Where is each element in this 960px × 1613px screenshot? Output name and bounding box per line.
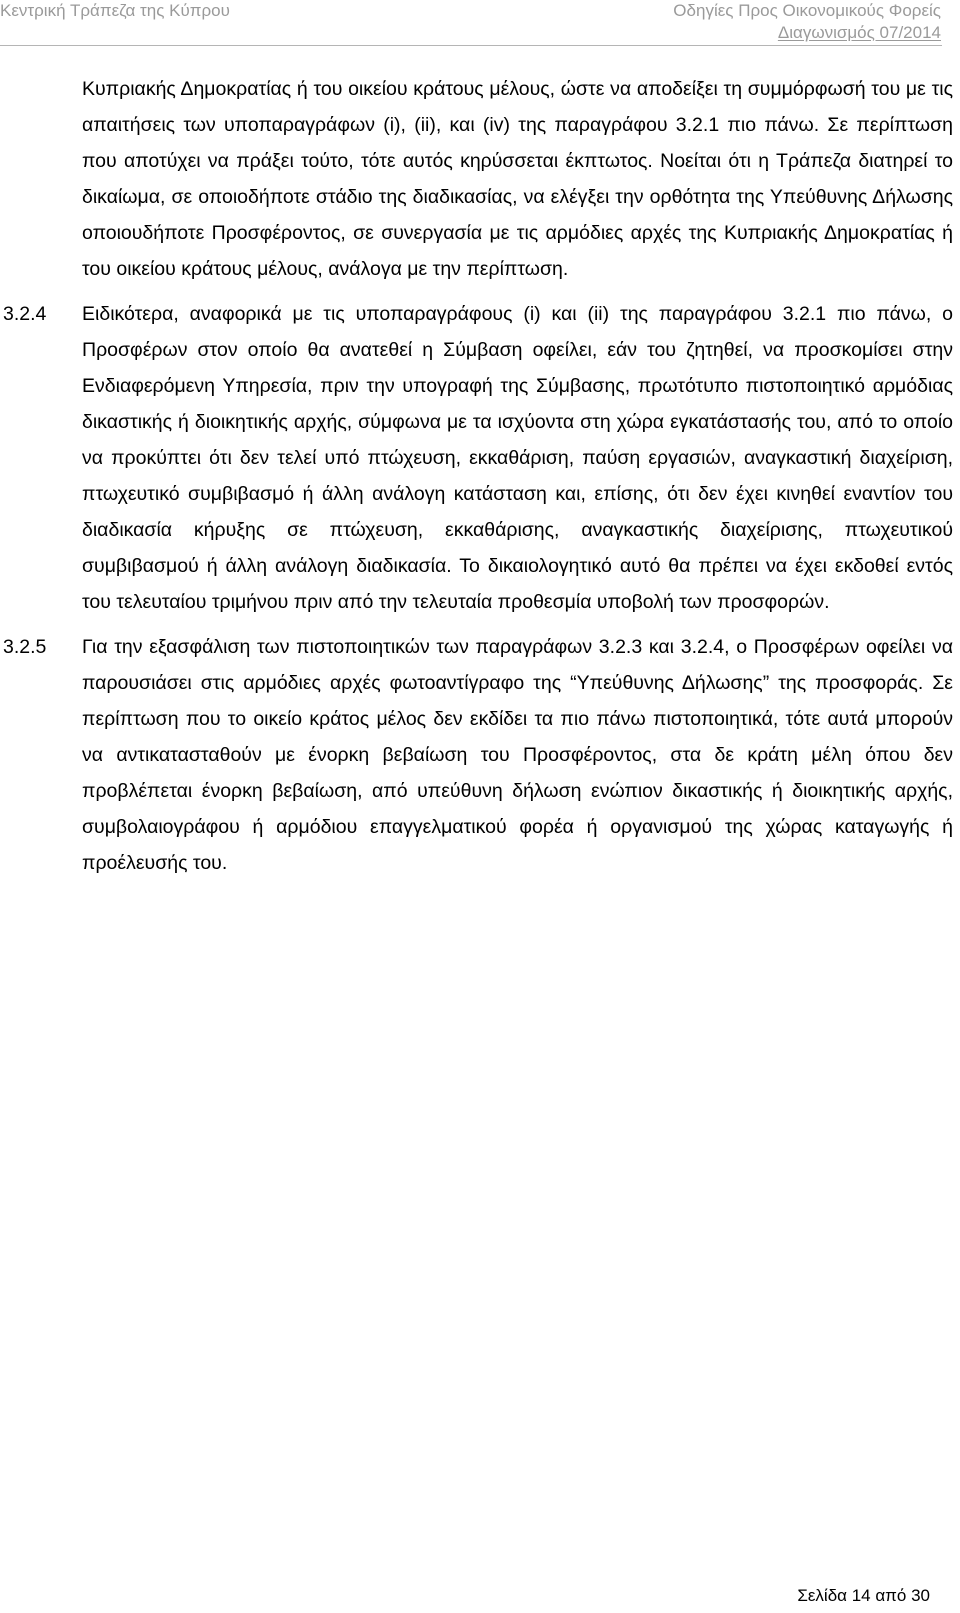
page-body: [0, 71, 952, 881]
section-text: Για την εξασφάλιση των πιστοποιητικών των παραγράφων 3.2.3 και 3.2.4, ο Προσφέρων οφείλει να παρουσιάσει στις αρμόδιες αρχές φωτοαντίγραφο της “Υπεύθυνης Δήλωσης” της προσφοράς. Σε περίπτωση που το οικείο κράτος μέλος δεν εκδίδει τα πιο πάνω πιστοποιητικά, τότε αυτά μπορούν να αντικατασταθούν με ένορκη βεβαίωση του Προσφέροντος, στα δε κράτη μέλη όπου δεν προβλέπεται ένορκη βεβαίωση, από υπεύθυνη δήλωση ενώπιον δικαστικής ή διοικητικής αρχής, συμβολαιογράφου ή αρμόδιου επαγγελματικού φορέα ή οργανισμού της χώρας καταγωγής ή προέλευσής του.: [82, 636, 953, 874]
header-document-info: [673, 0, 941, 44]
section-number: 3.2.5: [3, 636, 47, 658]
header-organization: Κεντρική Τράπεζα της Κύπρου: [0, 1, 230, 20]
page-number: Σελίδα 14 από 30: [797, 1586, 930, 1605]
continuation-paragraph: Κυπριακής Δημοκρατίας ή του οικείου κράτους μέλους, ώστε να αποδείξει τη συμμόρφωσή του με τις απαιτήσεις των υποπαραγράφων (i), (ii), και (iv) της παραγράφου 3.2.1 πιο πάνω. Σε περίπτωση που αποτύχει να πράξει τούτο, τότε αυτός κηρύσσεται έκπτωτος. Νοείται ότι η Τράπεζα διατηρεί το δικαίωμα, σε οποιοδήποτε στάδιο της διαδικασίας, να ελέγξει την ορθότητα της Υπεύθυνης Δήλωσης οποιουδήποτε Προσφέροντος, σε συνεργασία με τις αρμόδιες αρχές της Κυπριακής Δημοκρατίας ή του οικείου κράτους μέλους, ανάλογα με την περίπτωση.: [82, 78, 953, 280]
section-text: Ειδικότερα, αναφορικά με τις υποπαραγράφους (i) και (ii) της παραγράφου 3.2.1 πιο πάνω, ο Προσφέρων στον οποίο θα ανατεθεί η Σύμβαση οφείλει, εάν του ζητηθεί, να προσκομίσει στην Ενδιαφερόμενη Υπηρεσία, πριν την υπογραφή της Σύμβασης, πρωτότυπο πιστοποιητικό αρμόδιας δικαστικής ή διοικητικής αρχής, σύμφωνα με τα ισχύοντα στη χώρα εγκατάστασής του, από το οποίο να προκύπτει ότι δεν τελεί υπό πτώχευση, εκκαθάριση, παύση εργασιών, αναγκαστική διαχείριση, πτωχευτικό συμβιβασμό ή άλλη ανάλογη κατάσταση και, επίσης, ότι δεν έχει κινηθεί εναντίον του διαδικασία κήρυξης σε πτώχευση, εκκαθάρισης, αναγκαστικής διαχείρισης, πτωχευτικού συμβιβασμού ή άλλη ανάλογη διαδικασία. Το δικαιολογητικό αυτό θα πρέπει να έχει εκδοθεί εντός του τελευταίου τριμήνου πριν από την τελευταία προθεσμία υποβολή των προσφορών.: [82, 303, 953, 613]
section-number: 3.2.4: [3, 303, 47, 325]
header-tender-number: Διαγωνισμός 07/2014: [777, 23, 941, 42]
section-3-2-4: [0, 296, 952, 620]
section-3-2-5: [0, 629, 952, 881]
header-document-title: Οδηγίες Προς Οικονομικούς Φορείς: [673, 1, 941, 20]
header-divider: [0, 45, 942, 46]
